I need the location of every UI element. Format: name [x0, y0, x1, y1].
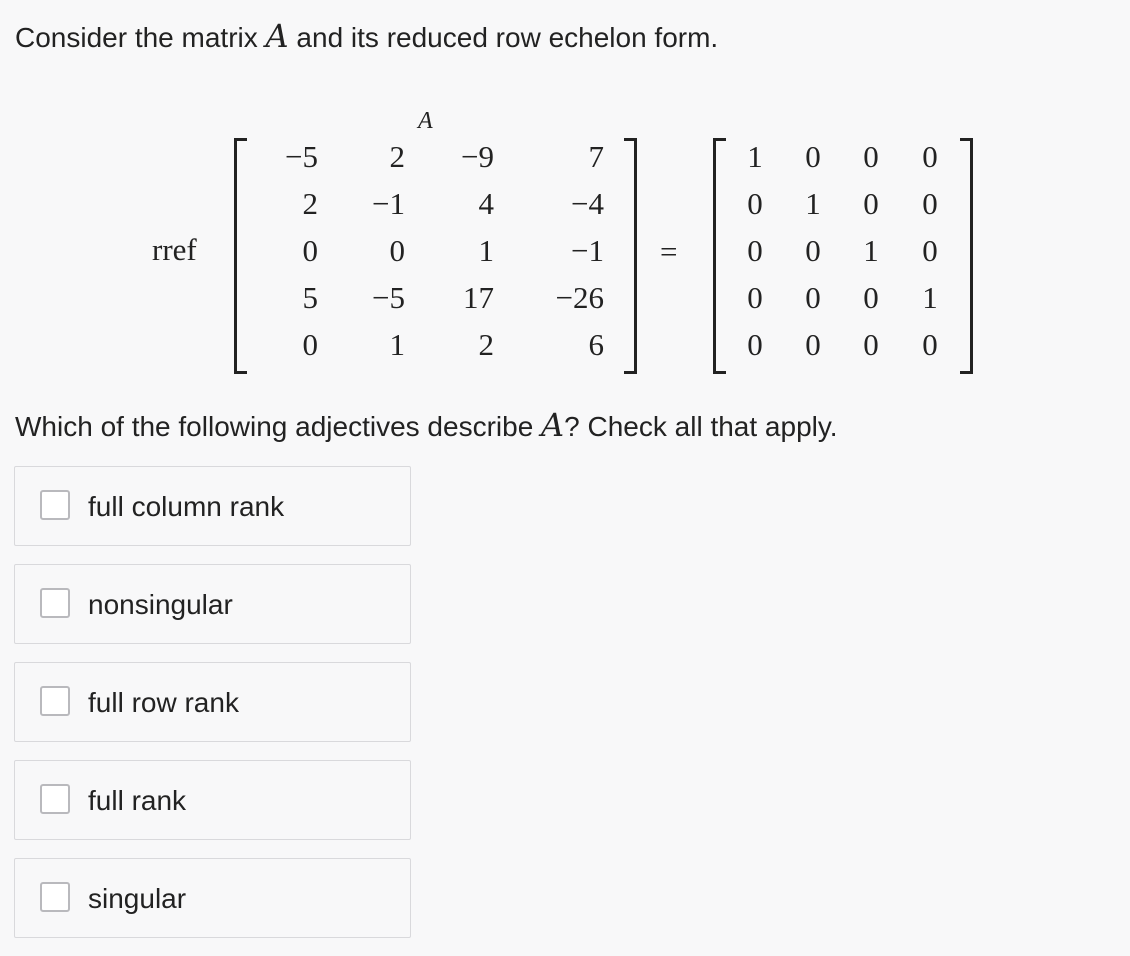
- matrix-a-cell: −5: [372, 280, 405, 315]
- rref-matrix-left-bracket: [713, 138, 726, 374]
- rref-matrix-cell: 0: [747, 186, 763, 221]
- matrix-a-cell: −26: [555, 280, 604, 315]
- checkbox[interactable]: [40, 882, 70, 912]
- matrix-a-cell: 2: [302, 186, 318, 221]
- prompt-after: and its reduced row echelon form.: [288, 22, 719, 53]
- matrix-a-cell: 2: [478, 327, 494, 362]
- option-singular[interactable]: [14, 858, 411, 938]
- equals-sign: =: [660, 234, 678, 269]
- option-full-column-rank[interactable]: [14, 466, 411, 546]
- rref-matrix-cell: 1: [805, 186, 821, 221]
- checkbox[interactable]: [40, 784, 70, 814]
- option-label: full rank: [88, 785, 187, 816]
- matrix-a-label: A: [418, 108, 433, 134]
- matrix-a-cell: 1: [478, 233, 494, 268]
- option-label: full column rank: [88, 491, 285, 522]
- matrix-a-cell: 0: [302, 327, 318, 362]
- rref-matrix-cell: 0: [863, 139, 879, 174]
- rref-matrix-cell: 0: [805, 139, 821, 174]
- rref-matrix-cell: 1: [863, 233, 879, 268]
- matrix-a-cell: 1: [389, 327, 405, 362]
- matrix-a-cell: −5: [285, 139, 318, 174]
- rref-matrix-cell: 1: [922, 280, 938, 315]
- matrix-a-cell: 4: [478, 186, 494, 221]
- rref-matrix-cell: 1: [747, 139, 763, 174]
- option-full-row-rank[interactable]: [14, 662, 411, 742]
- matrix-a-cell: 6: [588, 327, 604, 362]
- option-label: nonsingular: [88, 589, 233, 620]
- rref-matrix-cell: 0: [747, 327, 763, 362]
- matrix-a-cell: 5: [302, 280, 318, 315]
- rref-matrix-cell: 0: [863, 186, 879, 221]
- rref-matrix-cell: 0: [922, 327, 938, 362]
- rref-matrix-cell: 0: [863, 327, 879, 362]
- question-after: ? Check all that apply.: [564, 411, 838, 442]
- matrix-a-cell: 0: [389, 233, 405, 268]
- option-full-rank[interactable]: [14, 760, 411, 840]
- prompt-text: [15, 16, 718, 58]
- option-nonsingular[interactable]: [14, 564, 411, 644]
- matrix-a-cell: 7: [588, 139, 604, 174]
- option-label: full row rank: [88, 687, 239, 718]
- matrix-a-left-bracket: [234, 138, 247, 374]
- rref-matrix-cell: 0: [747, 233, 763, 268]
- rref-operator: rref: [152, 232, 197, 267]
- matrix-a-cell: 2: [389, 139, 405, 174]
- prompt-before: Consider the matrix: [15, 22, 266, 53]
- matrix-a-cell: −1: [372, 186, 405, 221]
- question-before: Which of the following adjectives describe: [15, 411, 542, 442]
- rref-matrix-cell: 0: [922, 186, 938, 221]
- rref-matrix-cell: 0: [747, 280, 763, 315]
- rref-matrix-right-bracket: [960, 138, 973, 374]
- rref-matrix-cell: 0: [805, 233, 821, 268]
- matrix-a-cell: 17: [463, 280, 494, 315]
- matrix-a-cell: −1: [571, 233, 604, 268]
- matrix-a-right-bracket: [624, 138, 637, 374]
- matrix-a-cell: −4: [571, 186, 604, 221]
- rref-matrix-cell: 0: [922, 233, 938, 268]
- question-matrix-var: A: [541, 406, 565, 444]
- checkbox[interactable]: [40, 490, 70, 520]
- rref-matrix-cell: 0: [805, 327, 821, 362]
- rref-matrix-cell: 0: [805, 280, 821, 315]
- matrix-a-cell: 0: [302, 233, 318, 268]
- checkbox[interactable]: [40, 588, 70, 618]
- option-label: singular: [88, 883, 187, 914]
- rref-matrix-cell: 0: [922, 139, 938, 174]
- rref-matrix-cell: 0: [863, 280, 879, 315]
- question-text: [15, 405, 838, 447]
- matrix-a-cell: −9: [461, 139, 494, 174]
- checkbox[interactable]: [40, 686, 70, 716]
- prompt-matrix-var: A: [265, 17, 289, 55]
